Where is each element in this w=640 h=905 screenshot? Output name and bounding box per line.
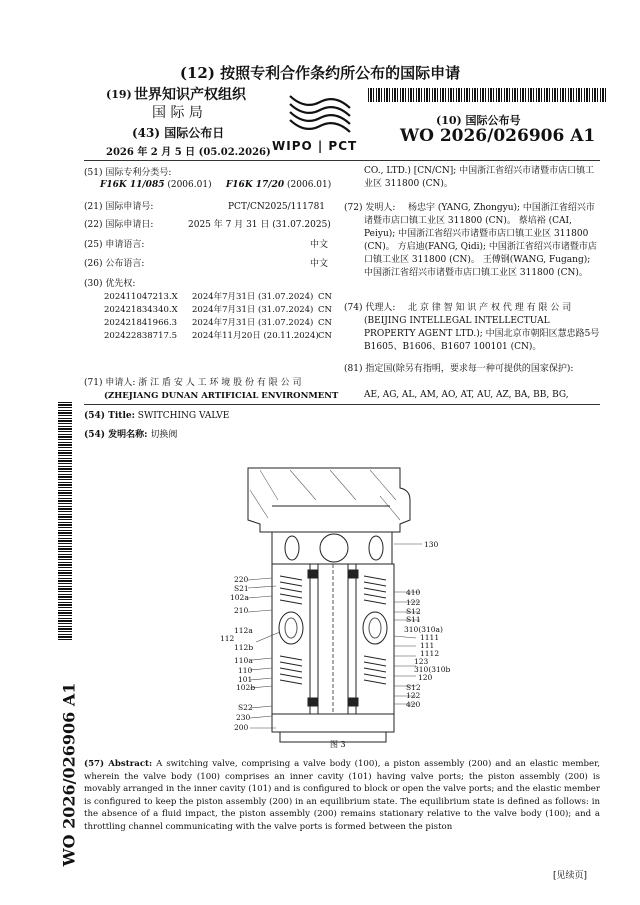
agent-label: (74) 代理人: <box>344 303 396 313</box>
fig-label-120: 120 <box>418 673 433 682</box>
abstract <box>84 758 600 833</box>
fig-label-102a: 102a <box>230 593 249 602</box>
ipc-date-1: (2006.01) <box>167 180 212 190</box>
ipc-code-1: F16K 11/085 <box>100 180 165 190</box>
fig-label-102b: 102b <box>236 683 256 692</box>
pub-lang-label: (26) 公布语言: <box>84 259 145 269</box>
fig-label-s22: S22 <box>238 703 253 712</box>
fig-label-122a: 122 <box>406 598 421 607</box>
header-divider <box>84 160 600 161</box>
title-cn-line <box>84 429 177 442</box>
continued-note: [见续页] <box>553 871 588 881</box>
applicant-cn: 浙 江 盾 安 人 工 环 境 股 份 有 限 公 司 <box>138 378 302 388</box>
applicant-en: (ZHEJIANG DUNAN ARTIFICIAL ENVIRONMENT <box>104 391 339 401</box>
org-subname: 国 际 局 <box>152 105 203 121</box>
inventors-label: (72) 发明人: <box>344 203 396 213</box>
pub-date: 2026 年 2 月 5 日 (05.02.2026) <box>106 147 271 158</box>
side-barcode <box>58 400 72 640</box>
pub-no: WO 2026/026906 A1 <box>400 126 596 146</box>
fig-label-110: 110 <box>238 666 253 675</box>
fig-label-420: 420 <box>406 700 421 709</box>
valve-figure <box>220 460 450 750</box>
applicant-continued: CO., LTD.) [CN/CN]; 中国浙江省绍兴市诸暨市店口镇工业区 311800 (CN)。 <box>364 166 595 189</box>
fig-label-310b: 310(310b) <box>414 665 450 674</box>
priority-list <box>104 291 336 343</box>
figure-caption: 图 3 <box>330 740 346 749</box>
priority-row: 202421841966.3 2024年7月31日 (31.07.2024) CN <box>104 318 332 328</box>
fig-label-200: 200 <box>234 723 249 732</box>
pub-date-label: (43) 国际公布日 <box>132 126 225 140</box>
fig-label-310a: 310(310a) <box>404 625 443 634</box>
agent: 北 京 律 智 知 识 产 权 代 理 有 限 公 司 (BEIJING INTELLEGAL INTELLECTUAL PROPERTY AGENT LTD.); 中国北京市朝阳区慧忠路5号B1605、B1606、B1607 100101 (CN)。 <box>364 303 600 352</box>
app-no-label: (21) 国际申请号: <box>84 202 154 212</box>
fig-label-123: 123 <box>414 657 429 666</box>
fig-label-112a: 112a <box>234 626 253 635</box>
title-cn-label: (54) 发明名称: <box>84 430 148 440</box>
document-type: (12) 按照专利合作条约所公布的国际申请 <box>179 64 461 82</box>
pub-lang: 中文 <box>310 259 329 269</box>
fig-label-112: 112 <box>220 634 235 643</box>
inventors: 杨忠宇 (YANG, Zhongyu); 中国浙江省绍兴市诸暨市店口镇工业区 311800 (CN)。 蔡培裕 (CAI, Peiyu); 中国浙江省绍兴市诸暨市店口镇工业区 311800 (CN)。 方启迪(FANG, Qidi); 中国浙江省绍兴市诸暨市店口镇工业区 311800 (CN)。 王傅钢(WANG, Fugang); 中国浙江省绍兴市诸暨市店口镇工业区 311800 (CN)。 <box>364 203 597 278</box>
fig-label-s12a: S12 <box>406 607 421 616</box>
priority-row: 202422838717.5 2024年11月20日 (20.11.2024) CN <box>104 331 332 341</box>
app-no: PCT/CN2025/111781 <box>228 202 326 212</box>
title-divider <box>84 404 600 405</box>
pub-no-label: (10) 国际公布号 <box>436 114 521 127</box>
fig-label-130: 130 <box>424 540 439 549</box>
fig-label-220: 220 <box>234 575 249 584</box>
ipc-line <box>100 179 331 192</box>
org-name: 世界知识产权组织 <box>134 87 246 103</box>
fig-label-101: 101 <box>238 675 253 684</box>
fig-label-s12b: S12 <box>406 683 421 692</box>
priority-row: 202421834340.X 2024年7月31日 (31.07.2024) CN <box>104 305 332 315</box>
title-cn: 切换阀 <box>150 430 178 440</box>
switching-valve-drawing <box>220 460 450 750</box>
fig-label-410: 410 <box>406 588 421 597</box>
fig-label-111: 111 <box>420 641 435 650</box>
filing-lang-label: (25) 申请语言: <box>84 240 145 250</box>
ipc-code-2: F16K 17/20 <box>225 180 285 190</box>
org-code: (19) <box>106 88 132 101</box>
fig-label-s21: S21 <box>234 584 249 593</box>
title-en-label: (54) Title: <box>84 411 135 421</box>
fig-label-110a: 110a <box>234 656 253 665</box>
designated-label: (81) 指定国(除另有指明，要求每一种可提供的国家保护): <box>344 364 574 374</box>
filing-lang: 中文 <box>310 240 329 250</box>
abstract-label: (57) Abstract: <box>84 759 153 769</box>
fig-label-210: 210 <box>234 606 249 615</box>
filing-date: 2025 年 7 月 31 日 (31.07.2025) <box>188 220 331 230</box>
applicant-line <box>84 377 301 390</box>
title-en-line <box>84 410 229 423</box>
fig-label-1112: 1112 <box>420 649 440 658</box>
abstract-text: A switching valve, comprising a valve body (100), a piston assembly (200) and an elastic member, wherein the valve body (100) comprises an inner cavity (101) having valve ports; the piston assembly (200) is movably arranged in the inner cavity (101) and is configured to block or open the valve ports; and the elastic member is configured to keep the piston assembly (200) in an equilibrium state. The equilibrium state is defined as follows: in the absence of a fluid impact, the piston assembly (200) remains stationary relative to the valve body (100); and a throttling channel communicating with the valve ports is formed between the piston <box>84 759 600 832</box>
filing-date-label: (22) 国际申请日: <box>84 220 154 230</box>
top-barcode <box>368 88 608 102</box>
fig-label-s11: S11 <box>406 615 421 624</box>
fig-label-230: 230 <box>236 713 251 722</box>
ipc-date-2: (2006.01) <box>287 180 332 190</box>
designated-countries: AE, AG, AL, AM, AO, AT, AU, AZ, BA, BB, BG, <box>364 390 569 400</box>
applicant-label: (71) 申请人: <box>84 378 136 388</box>
fig-label-122b: 122 <box>406 691 421 700</box>
fig-label-112b: 112b <box>234 643 254 652</box>
side-pub-number: WO 2026/026906 A1 <box>59 682 79 867</box>
priority-row: 202411047213.X 2024年7月31日 (31.07.2024) CN <box>104 292 332 302</box>
fig-label-1111: 1111 <box>420 633 440 642</box>
title-en: SWITCHING VALVE <box>137 411 230 421</box>
wipo-logo-text: WIPO | PCT <box>272 139 358 153</box>
priority-label: (30) 优先权: <box>84 279 136 289</box>
ipc-label: (51) 国际专利分类号: <box>84 168 172 178</box>
